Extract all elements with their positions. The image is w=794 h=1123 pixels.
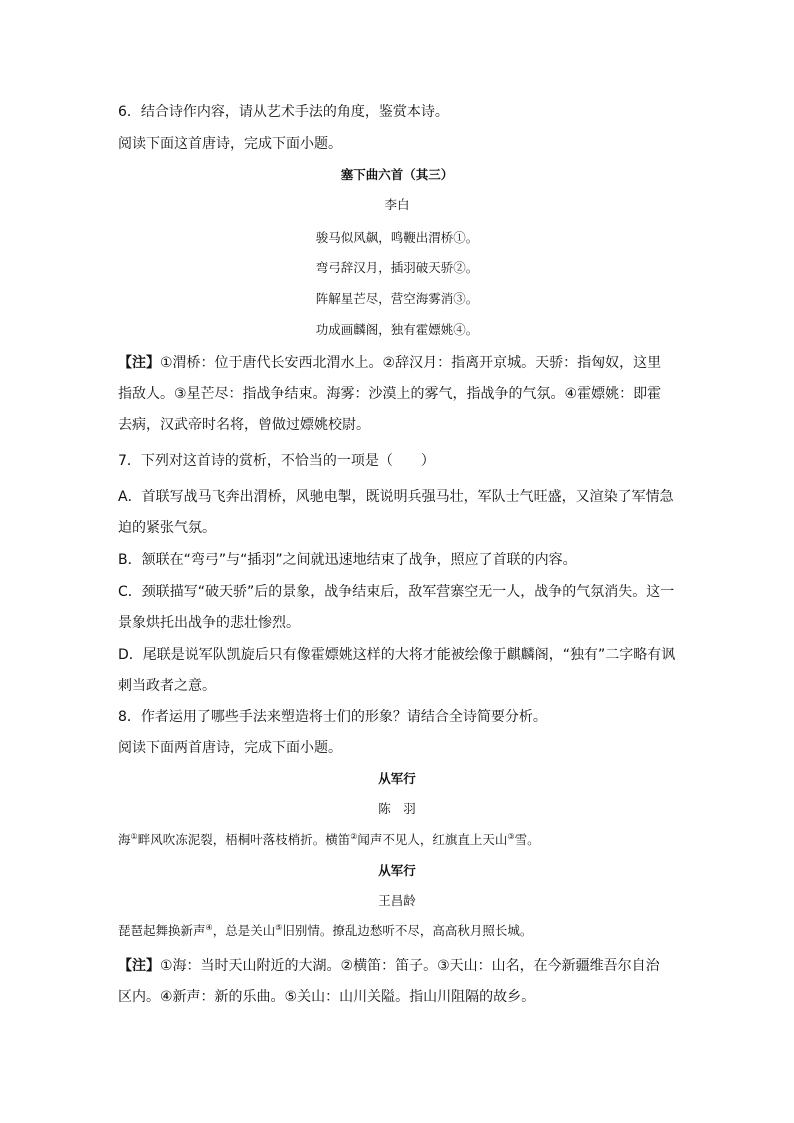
note-2-line bbox=[118, 956, 660, 976]
option-c-line: C．颈联描写“破天骄”后的景象，战争结束后，敌军营寨空无一人，战争的气氛消失。这一 bbox=[118, 584, 675, 600]
poem-2-text: 海①畔风吹冻泥裂，梧桐叶落枝梢折。横笛②闻声不见人，红旗直上天山③雪。 bbox=[118, 831, 540, 847]
note-1-mark: 【注】 bbox=[118, 355, 160, 371]
note-2-mark: 【注】 bbox=[118, 958, 160, 974]
footnote-marker: ⑤ bbox=[275, 922, 283, 932]
note-1-line: 指敌人。③星芒尽：指战争结束。海雾：沙漠上的雾气，指战争的气氛。④霍嫖姚：即霍 bbox=[118, 386, 662, 402]
poem-2-author: 陈 羽 bbox=[378, 801, 416, 816]
poem-1-line: 功成画麟阁，独有霍嫖姚④。 bbox=[315, 322, 479, 337]
poem-3-title: 从军行 bbox=[378, 863, 416, 878]
poem-1-title: 塞下曲六首（其三） bbox=[340, 167, 454, 182]
reading-instruction-1: 阅读下面这首唐诗，完成下面小题。 bbox=[118, 136, 342, 152]
option-d-line: D．尾联是说军队凯旋后只有像霍嫖姚这样的大将才能被绘像于麒麟阁，“独有”二字略有讽 bbox=[118, 647, 676, 663]
poem-1-author: 李白 bbox=[384, 197, 410, 212]
option-a-line: A．首联写战马飞奔出渭桥，风驰电掣，既说明兵强马壮，军队士气旺盛，又渲染了军情急 bbox=[118, 489, 674, 505]
note-1-line: 去病，汉武帝时名将，曾做过嫖姚校尉。 bbox=[118, 417, 370, 433]
poem-1-line: 阵解星芒尽，营空海雾消③。 bbox=[315, 291, 479, 306]
option-c-line: 景象烘托出战争的悲壮惨烈。 bbox=[118, 615, 300, 631]
poem-3-text: 琵琶起舞换新声④，总是关山⑤旧别情。撩乱边愁听不尽，高高秋月照长城。 bbox=[118, 922, 533, 938]
note-1-line bbox=[118, 353, 661, 373]
poem-1-line: 弯弓辞汉月，插羽破天骄②。 bbox=[315, 260, 479, 275]
option-b-line: B．颔联在“弯弓”与“插羽”之间就迅速地结束了战争，照应了首联的内容。 bbox=[118, 552, 577, 568]
footnote-marker: ④ bbox=[205, 922, 213, 932]
poem-3-author: 王昌龄 bbox=[378, 893, 416, 908]
footnote-marker: ② bbox=[350, 831, 358, 841]
note-2-line: 区内。④新声：新的乐曲。⑤关山：山川关隘。指山川阻隔的故乡。 bbox=[118, 989, 536, 1005]
footnote-marker: ③ bbox=[507, 831, 515, 841]
poem-2-title: 从军行 bbox=[378, 771, 416, 786]
note-1-text: ①渭桥：位于唐代长安西北渭水上。②辞汉月：指离开京城。天骄：指匈奴，这里 bbox=[160, 355, 662, 371]
note-2-text: ①海：当时天山附近的大湖。②横笛：笛子。③天山：山名，在今新疆维吾尔自治 bbox=[160, 958, 660, 974]
footnote-marker: ① bbox=[130, 831, 138, 841]
question-7-stem: 7．下列对这首诗的赏析，不恰当的一项是（ ） bbox=[118, 453, 435, 469]
poem-1-line: 骏马似风飙，鸣鞭出渭桥①。 bbox=[315, 230, 479, 245]
option-a-line: 迫的紧张气氛。 bbox=[118, 520, 216, 536]
question-8: 8．作者运用了哪些手法来塑造将士们的形象？请结合全诗简要分析。 bbox=[118, 709, 547, 725]
reading-instruction-2: 阅读下面两首唐诗，完成下面小题。 bbox=[118, 740, 342, 756]
question-6: 6．结合诗作内容，请从艺术手法的角度，鉴赏本诗。 bbox=[118, 104, 449, 120]
option-d-line: 刺当政者之意。 bbox=[118, 678, 216, 694]
